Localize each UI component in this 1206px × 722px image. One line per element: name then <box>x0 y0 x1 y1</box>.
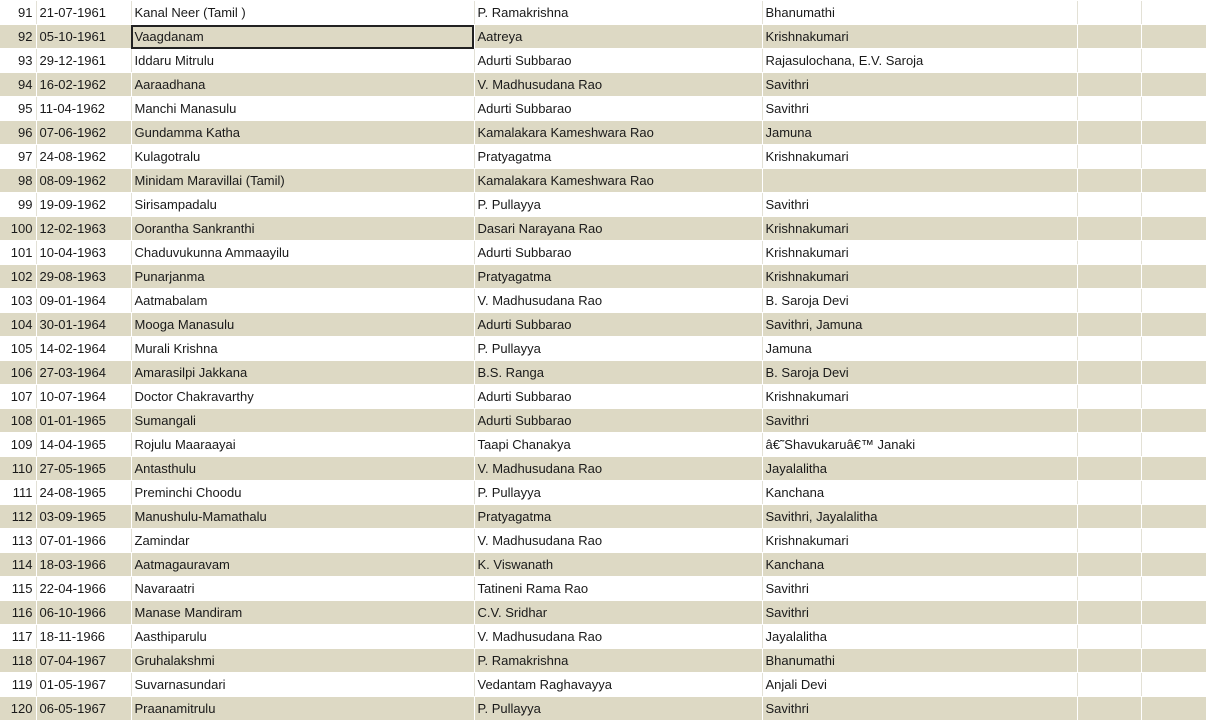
cell-heroine[interactable]: Krishnakumari <box>762 241 1077 265</box>
table-row[interactable] <box>0 361 1206 385</box>
cell-director[interactable]: V. Madhusudana Rao <box>474 625 762 649</box>
cell-empty[interactable] <box>1141 361 1206 385</box>
cell-heroine[interactable]: Kanchana <box>762 553 1077 577</box>
cell-empty[interactable] <box>1077 601 1141 625</box>
cell-empty[interactable] <box>1141 265 1206 289</box>
cell-empty[interactable] <box>1077 97 1141 121</box>
cell-heroine[interactable]: Savithri, Jayalalitha <box>762 505 1077 529</box>
table-row[interactable] <box>0 553 1206 577</box>
cell-release-date[interactable]: 29-12-1961 <box>36 49 131 73</box>
cell-director[interactable]: P. Pullayya <box>474 337 762 361</box>
cell-release-date[interactable]: 01-01-1965 <box>36 409 131 433</box>
cell-release-date[interactable]: 03-09-1965 <box>36 505 131 529</box>
cell-film-title[interactable]: Aasthiparulu <box>131 625 474 649</box>
cell-heroine[interactable]: Jamuna <box>762 121 1077 145</box>
cell-director[interactable]: Tatineni Rama Rao <box>474 577 762 601</box>
cell-row-number[interactable]: 112 <box>0 505 36 529</box>
cell-release-date[interactable]: 14-04-1965 <box>36 433 131 457</box>
cell-release-date[interactable]: 01-05-1967 <box>36 673 131 697</box>
cell-heroine[interactable]: Krishnakumari <box>762 265 1077 289</box>
cell-row-number[interactable]: 106 <box>0 361 36 385</box>
cell-director[interactable]: Adurti Subbarao <box>474 409 762 433</box>
cell-empty[interactable] <box>1077 169 1141 193</box>
table-row[interactable] <box>0 433 1206 457</box>
cell-director[interactable]: P. Pullayya <box>474 193 762 217</box>
cell-film-title[interactable]: Aatmagauravam <box>131 553 474 577</box>
cell-empty[interactable] <box>1141 385 1206 409</box>
cell-director[interactable]: V. Madhusudana Rao <box>474 529 762 553</box>
cell-heroine[interactable]: Savithri <box>762 97 1077 121</box>
cell-empty[interactable] <box>1077 385 1141 409</box>
cell-empty[interactable] <box>1141 457 1206 481</box>
table-row[interactable] <box>0 577 1206 601</box>
cell-film-title[interactable]: Zamindar <box>131 529 474 553</box>
table-row[interactable] <box>0 481 1206 505</box>
cell-row-number[interactable]: 103 <box>0 289 36 313</box>
cell-empty[interactable] <box>1141 97 1206 121</box>
table-row[interactable] <box>0 697 1206 721</box>
cell-empty[interactable] <box>1141 433 1206 457</box>
cell-heroine[interactable]: Savithri <box>762 601 1077 625</box>
table-row[interactable] <box>0 265 1206 289</box>
cell-release-date[interactable]: 27-03-1964 <box>36 361 131 385</box>
cell-director[interactable]: Kamalakara Kameshwara Rao <box>474 169 762 193</box>
cell-empty[interactable] <box>1141 649 1206 673</box>
cell-release-date[interactable]: 18-03-1966 <box>36 553 131 577</box>
cell-empty[interactable] <box>1077 289 1141 313</box>
cell-empty[interactable] <box>1077 217 1141 241</box>
cell-film-title[interactable]: Amarasilpi Jakkana <box>131 361 474 385</box>
cell-release-date[interactable]: 24-08-1962 <box>36 145 131 169</box>
cell-empty[interactable] <box>1077 193 1141 217</box>
table-row[interactable] <box>0 97 1206 121</box>
cell-row-number[interactable]: 115 <box>0 577 36 601</box>
cell-row-number[interactable]: 113 <box>0 529 36 553</box>
cell-heroine[interactable]: Krishnakumari <box>762 217 1077 241</box>
cell-release-date[interactable]: 27-05-1965 <box>36 457 131 481</box>
cell-release-date[interactable]: 16-02-1962 <box>36 73 131 97</box>
cell-film-title[interactable]: Preminchi Choodu <box>131 481 474 505</box>
table-row[interactable] <box>0 25 1206 49</box>
cell-film-title[interactable]: Sirisampadalu <box>131 193 474 217</box>
cell-empty[interactable] <box>1141 49 1206 73</box>
table-row[interactable] <box>0 409 1206 433</box>
cell-film-title[interactable]: Kanal Neer (Tamil ) <box>131 1 474 25</box>
cell-director[interactable]: V. Madhusudana Rao <box>474 73 762 97</box>
table-row[interactable] <box>0 625 1206 649</box>
table-row[interactable] <box>0 337 1206 361</box>
cell-empty[interactable] <box>1077 625 1141 649</box>
cell-film-title[interactable]: Gruhalakshmi <box>131 649 474 673</box>
cell-film-title[interactable]: Murali Krishna <box>131 337 474 361</box>
cell-empty[interactable] <box>1141 121 1206 145</box>
cell-row-number[interactable]: 98 <box>0 169 36 193</box>
table-row[interactable] <box>0 649 1206 673</box>
cell-empty[interactable] <box>1141 577 1206 601</box>
grid-body <box>0 1 1206 721</box>
cell-heroine[interactable] <box>762 169 1077 193</box>
cell-empty[interactable] <box>1141 673 1206 697</box>
table-row[interactable] <box>0 217 1206 241</box>
cell-heroine[interactable]: â€˜Shavukaruâ€™ Janaki <box>762 433 1077 457</box>
cell-empty[interactable] <box>1141 241 1206 265</box>
cell-heroine[interactable]: Jayalalitha <box>762 625 1077 649</box>
cell-empty[interactable] <box>1077 337 1141 361</box>
table-row[interactable] <box>0 313 1206 337</box>
table-row[interactable] <box>0 169 1206 193</box>
cell-director[interactable]: Adurti Subbarao <box>474 313 762 337</box>
cell-empty[interactable] <box>1141 313 1206 337</box>
cell-director[interactable]: Adurti Subbarao <box>474 97 762 121</box>
cell-film-title[interactable]: Doctor Chakravarthy <box>131 385 474 409</box>
cell-empty[interactable] <box>1141 25 1206 49</box>
cell-row-number[interactable]: 105 <box>0 337 36 361</box>
cell-row-number[interactable]: 102 <box>0 265 36 289</box>
cell-release-date[interactable]: 18-11-1966 <box>36 625 131 649</box>
cell-film-title[interactable]: Chaduvukunna Ammaayilu <box>131 241 474 265</box>
cell-row-number[interactable]: 109 <box>0 433 36 457</box>
cell-release-date[interactable]: 19-09-1962 <box>36 193 131 217</box>
cell-film-title[interactable]: Manushulu-Mamathalu <box>131 505 474 529</box>
cell-heroine[interactable]: B. Saroja Devi <box>762 289 1077 313</box>
cell-release-date[interactable]: 09-01-1964 <box>36 289 131 313</box>
cell-director[interactable]: Vedantam Raghavayya <box>474 673 762 697</box>
cell-empty[interactable] <box>1077 1 1141 25</box>
cell-empty[interactable] <box>1141 625 1206 649</box>
table-row[interactable] <box>0 121 1206 145</box>
cell-empty[interactable] <box>1077 73 1141 97</box>
table-row[interactable] <box>0 289 1206 313</box>
table-row[interactable] <box>0 241 1206 265</box>
cell-empty[interactable] <box>1141 193 1206 217</box>
cell-director[interactable]: Pratyagatma <box>474 265 762 289</box>
cell-row-number[interactable]: 107 <box>0 385 36 409</box>
table-row[interactable] <box>0 73 1206 97</box>
cell-empty[interactable] <box>1077 673 1141 697</box>
cell-empty[interactable] <box>1077 505 1141 529</box>
cell-director[interactable]: V. Madhusudana Rao <box>474 457 762 481</box>
cell-director[interactable]: P. Pullayya <box>474 697 762 721</box>
cell-heroine[interactable]: Savithri, Jamuna <box>762 313 1077 337</box>
cell-film-title[interactable]: Oorantha Sankranthi <box>131 217 474 241</box>
cell-release-date[interactable]: 07-04-1967 <box>36 649 131 673</box>
cell-release-date[interactable]: 14-02-1964 <box>36 337 131 361</box>
cell-film-title[interactable]: Manchi Manasulu <box>131 97 474 121</box>
cell-director[interactable]: V. Madhusudana Rao <box>474 289 762 313</box>
table-row[interactable] <box>0 601 1206 625</box>
cell-heroine[interactable]: Kanchana <box>762 481 1077 505</box>
cell-film-title[interactable]: Punarjanma <box>131 265 474 289</box>
cell-empty[interactable] <box>1141 289 1206 313</box>
cell-film-title[interactable]: Iddaru Mitrulu <box>131 49 474 73</box>
cell-empty[interactable] <box>1077 121 1141 145</box>
cell-release-date[interactable]: 11-04-1962 <box>36 97 131 121</box>
cell-heroine[interactable]: B. Saroja Devi <box>762 361 1077 385</box>
cell-director[interactable]: B.S. Ranga <box>474 361 762 385</box>
cell-director[interactable]: K. Viswanath <box>474 553 762 577</box>
cell-row-number[interactable]: 94 <box>0 73 36 97</box>
cell-empty[interactable] <box>1141 73 1206 97</box>
cell-empty[interactable] <box>1141 505 1206 529</box>
cell-row-number[interactable]: 101 <box>0 241 36 265</box>
cell-release-date[interactable]: 22-04-1966 <box>36 577 131 601</box>
cell-row-number[interactable]: 95 <box>0 97 36 121</box>
cell-film-title[interactable]: Antasthulu <box>131 457 474 481</box>
cell-heroine[interactable]: Bhanumathi <box>762 1 1077 25</box>
cell-release-date[interactable]: 05-10-1961 <box>36 25 131 49</box>
cell-director[interactable]: P. Pullayya <box>474 481 762 505</box>
cell-film-title[interactable]: Gundamma Katha <box>131 121 474 145</box>
cell-director[interactable]: Pratyagatma <box>474 505 762 529</box>
cell-row-number[interactable]: 99 <box>0 193 36 217</box>
table-row[interactable] <box>0 505 1206 529</box>
cell-film-title[interactable]: Rojulu Maaraayai <box>131 433 474 457</box>
cell-heroine[interactable]: Savithri <box>762 193 1077 217</box>
cell-empty[interactable] <box>1077 409 1141 433</box>
cell-director[interactable]: Adurti Subbarao <box>474 241 762 265</box>
cell-row-number[interactable]: 100 <box>0 217 36 241</box>
cell-film-title[interactable]: Aatmabalam <box>131 289 474 313</box>
table-row[interactable] <box>0 145 1206 169</box>
cell-empty[interactable] <box>1077 649 1141 673</box>
cell-row-number[interactable]: 97 <box>0 145 36 169</box>
cell-row-number[interactable]: 93 <box>0 49 36 73</box>
cell-release-date[interactable]: 30-01-1964 <box>36 313 131 337</box>
cell-row-number[interactable]: 91 <box>0 1 36 25</box>
cell-empty[interactable] <box>1141 529 1206 553</box>
cell-row-number[interactable]: 119 <box>0 673 36 697</box>
cell-heroine[interactable]: Bhanumathi <box>762 649 1077 673</box>
cell-film-title[interactable]: Aaraadhana <box>131 73 474 97</box>
table-row[interactable] <box>0 193 1206 217</box>
cell-director[interactable]: P. Ramakrishna <box>474 649 762 673</box>
table-row[interactable] <box>0 457 1206 481</box>
cell-release-date[interactable]: 10-07-1964 <box>36 385 131 409</box>
cell-heroine[interactable]: Anjali Devi <box>762 673 1077 697</box>
table-row[interactable] <box>0 49 1206 73</box>
cell-empty[interactable] <box>1077 25 1141 49</box>
cell-director[interactable]: Taapi Chanakya <box>474 433 762 457</box>
cell-empty[interactable] <box>1077 481 1141 505</box>
cell-row-number[interactable]: 110 <box>0 457 36 481</box>
cell-film-title[interactable]: Minidam Maravillai (Tamil) <box>131 169 474 193</box>
cell-row-number[interactable]: 92 <box>0 25 36 49</box>
cell-row-number[interactable]: 114 <box>0 553 36 577</box>
cell-empty[interactable] <box>1077 241 1141 265</box>
cell-heroine[interactable]: Krishnakumari <box>762 385 1077 409</box>
cell-heroine[interactable]: Krishnakumari <box>762 145 1077 169</box>
cell-release-date[interactable]: 10-04-1963 <box>36 241 131 265</box>
cell-film-title[interactable]: Mooga Manasulu <box>131 313 474 337</box>
cell-film-title[interactable]: Vaagdanam <box>131 25 474 49</box>
cell-empty[interactable] <box>1141 169 1206 193</box>
cell-release-date[interactable]: 08-09-1962 <box>36 169 131 193</box>
cell-heroine[interactable]: Savithri <box>762 697 1077 721</box>
cell-row-number[interactable]: 108 <box>0 409 36 433</box>
cell-director[interactable]: Kamalakara Kameshwara Rao <box>474 121 762 145</box>
table-row[interactable] <box>0 673 1206 697</box>
cell-row-number[interactable]: 96 <box>0 121 36 145</box>
cell-film-title[interactable]: Manase Mandiram <box>131 601 474 625</box>
cell-director[interactable]: Aatreya <box>474 25 762 49</box>
cell-empty[interactable] <box>1077 49 1141 73</box>
cell-empty[interactable] <box>1141 1 1206 25</box>
cell-empty[interactable] <box>1077 529 1141 553</box>
cell-film-title[interactable]: Kulagotralu <box>131 145 474 169</box>
cell-heroine[interactable]: Savithri <box>762 409 1077 433</box>
cell-row-number[interactable]: 116 <box>0 601 36 625</box>
cell-release-date[interactable]: 06-10-1966 <box>36 601 131 625</box>
cell-empty[interactable] <box>1077 313 1141 337</box>
cell-empty[interactable] <box>1077 265 1141 289</box>
cell-empty[interactable] <box>1077 553 1141 577</box>
cell-heroine[interactable]: Jamuna <box>762 337 1077 361</box>
cell-release-date[interactable]: 12-02-1963 <box>36 217 131 241</box>
cell-release-date[interactable]: 21-07-1961 <box>36 1 131 25</box>
cell-heroine[interactable]: Savithri <box>762 577 1077 601</box>
cell-release-date[interactable]: 07-06-1962 <box>36 121 131 145</box>
cell-empty[interactable] <box>1077 145 1141 169</box>
cell-row-number[interactable]: 118 <box>0 649 36 673</box>
cell-row-number[interactable]: 120 <box>0 697 36 721</box>
spreadsheet-grid <box>0 1 1206 721</box>
cell-film-title[interactable]: Praanamitrulu <box>131 697 474 721</box>
cell-empty[interactable] <box>1141 217 1206 241</box>
cell-empty[interactable] <box>1141 697 1206 721</box>
cell-director[interactable]: P. Ramakrishna <box>474 1 762 25</box>
cell-director[interactable]: Adurti Subbarao <box>474 385 762 409</box>
cell-heroine[interactable]: Savithri <box>762 73 1077 97</box>
table-row[interactable] <box>0 385 1206 409</box>
cell-heroine[interactable]: Krishnakumari <box>762 529 1077 553</box>
cell-heroine[interactable]: Rajasulochana, E.V. Saroja <box>762 49 1077 73</box>
cell-empty[interactable] <box>1141 553 1206 577</box>
cell-empty[interactable] <box>1077 697 1141 721</box>
cell-empty[interactable] <box>1077 577 1141 601</box>
cell-empty[interactable] <box>1141 409 1206 433</box>
cell-empty[interactable] <box>1141 337 1206 361</box>
cell-film-title[interactable]: Suvarnasundari <box>131 673 474 697</box>
cell-release-date[interactable]: 07-01-1966 <box>36 529 131 553</box>
cell-film-title[interactable]: Navaraatri <box>131 577 474 601</box>
cell-director[interactable]: Pratyagatma <box>474 145 762 169</box>
cell-release-date[interactable]: 06-05-1967 <box>36 697 131 721</box>
cell-empty[interactable] <box>1141 481 1206 505</box>
cell-film-title[interactable]: Sumangali <box>131 409 474 433</box>
cell-row-number[interactable]: 117 <box>0 625 36 649</box>
cell-director[interactable]: C.V. Sridhar <box>474 601 762 625</box>
cell-director[interactable]: Adurti Subbarao <box>474 49 762 73</box>
cell-heroine[interactable]: Krishnakumari <box>762 25 1077 49</box>
cell-row-number[interactable]: 111 <box>0 481 36 505</box>
cell-heroine[interactable]: Jayalalitha <box>762 457 1077 481</box>
table-row[interactable] <box>0 1 1206 25</box>
table-row[interactable] <box>0 529 1206 553</box>
cell-empty[interactable] <box>1077 433 1141 457</box>
cell-release-date[interactable]: 29-08-1963 <box>36 265 131 289</box>
cell-empty[interactable] <box>1077 457 1141 481</box>
cell-row-number[interactable]: 104 <box>0 313 36 337</box>
cell-empty[interactable] <box>1141 145 1206 169</box>
cell-empty[interactable] <box>1077 361 1141 385</box>
cell-release-date[interactable]: 24-08-1965 <box>36 481 131 505</box>
cell-empty[interactable] <box>1141 601 1206 625</box>
cell-director[interactable]: Dasari Narayana Rao <box>474 217 762 241</box>
